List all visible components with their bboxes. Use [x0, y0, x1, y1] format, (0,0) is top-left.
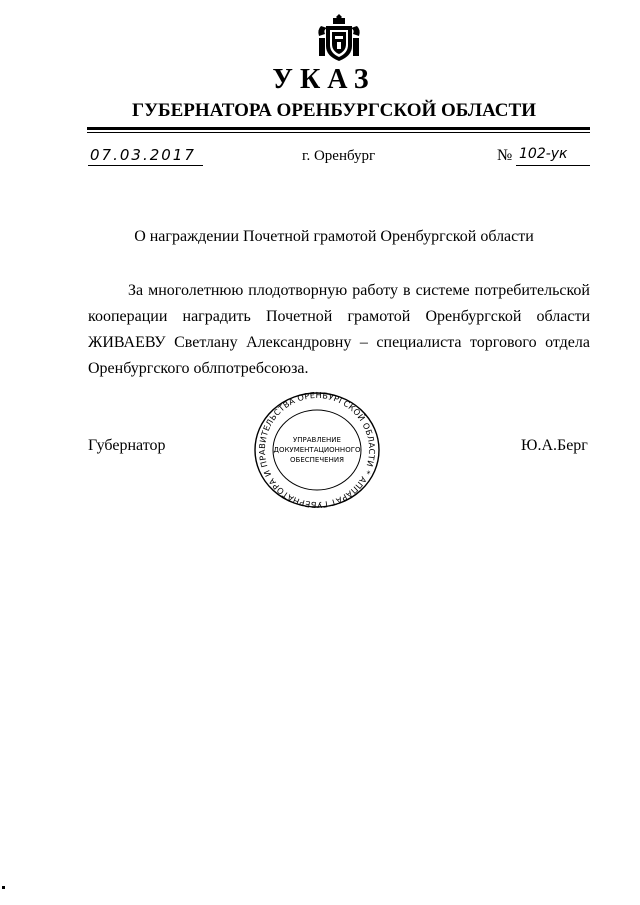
coat-of-arms-icon [315, 12, 363, 64]
signatory-title: Губернатор [88, 437, 166, 454]
official-stamp [247, 390, 387, 510]
number-label: № [497, 147, 513, 164]
document-title: УКАЗ [272, 64, 376, 95]
header-rule-thin [87, 132, 590, 133]
document-number: 102-ук [519, 146, 568, 162]
date-underline [88, 165, 203, 166]
document-city: г. Оренбург [302, 148, 376, 164]
stamp-center-line-1: УПРАВЛЕНИЕ [293, 436, 341, 444]
stamp-center-line-3: ОБЕСПЕЧЕНИЯ [290, 456, 344, 464]
number-underline [516, 165, 590, 166]
document-subtitle: ГУБЕРНАТОРА ОРЕНБУРГСКОЙ ОБЛАСТИ [132, 100, 536, 121]
signatory-name: Ю.А.Берг [521, 437, 588, 454]
document-subject: О награждении Почетной грамотой Оренбургской области [134, 228, 534, 245]
stamp-ring-text: АППАРАТ ГУБЕРНАТОРА И ПРАВИТЕЛЬСТВА ОРЕНБУРГСКОЙ ОБЛАСТИ * [256, 390, 378, 510]
document-body: За многолетнюю плодотворную работу в системе потребительской кооперации наградить Почетной грамотой Оренбургской области ЖИВАЕВУ Светлану Александровну – специалиста торгового отдела Оренбургского облпотребсоюза. [88, 282, 590, 377]
stamp-center-line-2: ДОКУМЕНТАЦИОННОГО [273, 446, 361, 454]
document-date: 07.03.2017 [90, 146, 196, 164]
margin-mark [2, 886, 5, 889]
header-rule-thick [87, 127, 590, 130]
